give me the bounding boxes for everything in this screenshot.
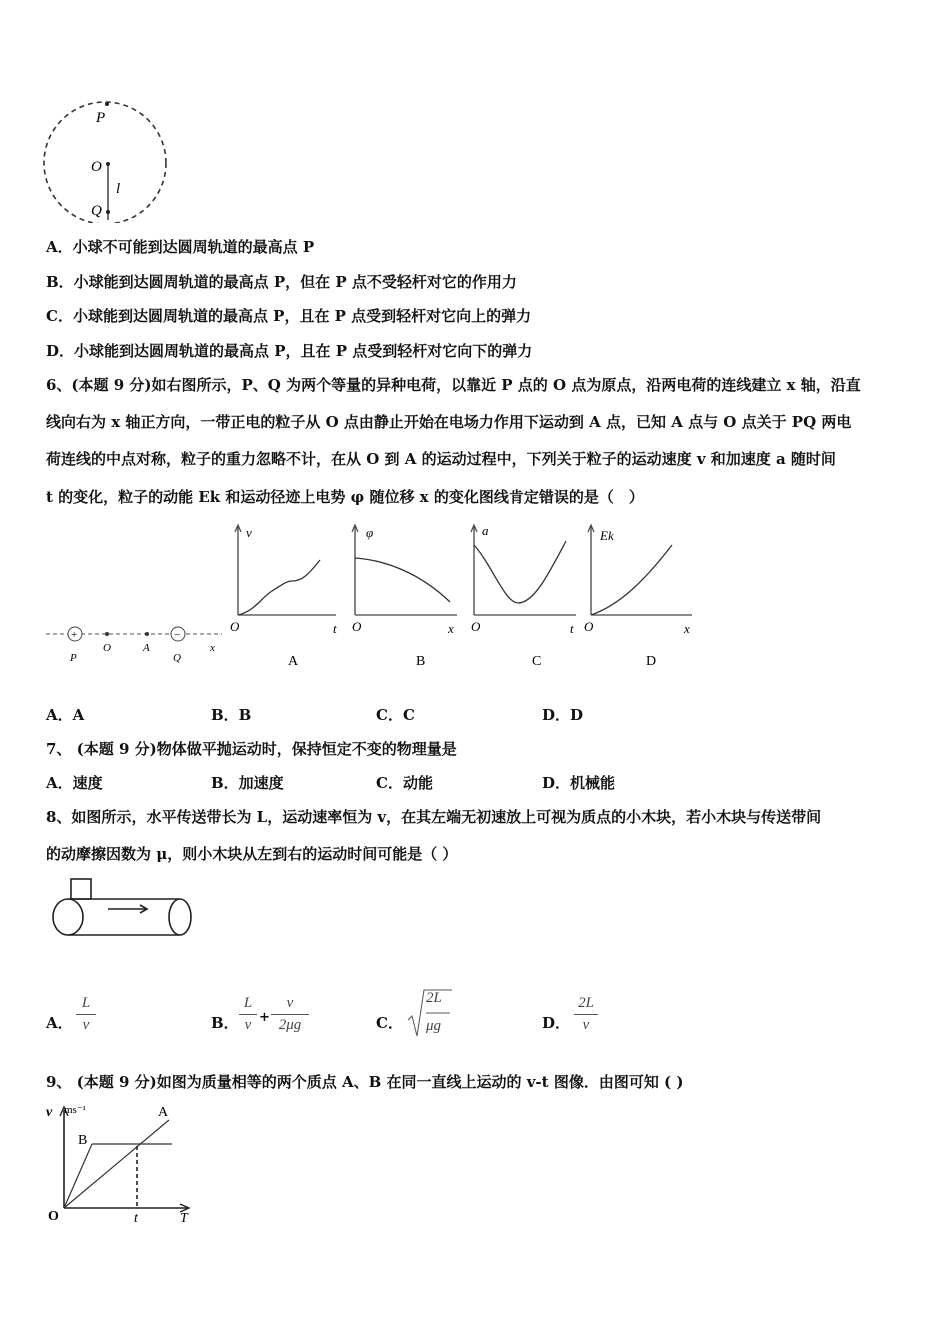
q6-figure bbox=[40, 515, 720, 675]
q7-option-d: D．机械能 bbox=[542, 774, 616, 792]
q8-conveyor-figure bbox=[46, 875, 198, 943]
svg-text:x: x bbox=[684, 621, 690, 636]
label-B: B bbox=[78, 1133, 88, 1148]
q6-option-d: D．D bbox=[542, 706, 584, 724]
svg-text:O: O bbox=[48, 1209, 59, 1224]
svg-text:t: t bbox=[134, 1211, 138, 1226]
svg-text:+: + bbox=[71, 629, 78, 641]
svg-text:t: t bbox=[333, 621, 337, 636]
q7-option-a: A．速度 bbox=[46, 774, 103, 792]
graph-b-caption: B bbox=[416, 654, 426, 669]
q5-option-b: B．小球能到达圆周轨道的最高点 P，但在 P 点不受轻杆对它的作用力 bbox=[46, 273, 517, 291]
svg-text:ms⁻¹: ms⁻¹ bbox=[64, 1104, 86, 1116]
q8-a-numerator: L bbox=[76, 995, 96, 1015]
graph-b bbox=[352, 525, 457, 669]
svg-text:−: − bbox=[174, 629, 181, 641]
label-P: P bbox=[96, 110, 106, 126]
svg-text:t: t bbox=[570, 621, 574, 636]
svg-text:v: v bbox=[46, 1105, 53, 1120]
svg-text:v: v bbox=[246, 525, 252, 540]
graph-c-curve bbox=[474, 541, 566, 603]
axis-label-A: A bbox=[143, 642, 150, 654]
q5-circle-figure bbox=[40, 98, 175, 223]
q8-stem-line-1: 8、如图所示，水平传送带长为 L，运动速率恒为 v，在其左端无初速放上可视为质点的小木块，若小木块与传送带间 bbox=[46, 808, 822, 826]
axis-label-O: O bbox=[103, 642, 111, 654]
graph-c bbox=[471, 523, 576, 669]
svg-text:a: a bbox=[482, 523, 489, 538]
q6-option-b: B．B bbox=[211, 706, 252, 724]
q8-a-denominator: v bbox=[82, 1017, 90, 1033]
q6-stem-line-2: 线向右为 x 轴正方向，一带正电的粒子从 O 点由静止开始在电场力作用下运动到 A 点，已知 A 点与 O 点关于 PQ 两电 bbox=[46, 413, 852, 431]
line-B bbox=[64, 1144, 92, 1208]
q7-stem: 7、 (本题 9 分)物体做平抛运动时，保持恒定不变的物理量是 bbox=[46, 740, 457, 758]
q6-stem-line-4: t 的变化，粒子的动能 Ek 和运动径迹上电势 φ 随位移 x 的变化图线肯定错误的是（ ） bbox=[46, 488, 644, 506]
q7-option-b: B．加速度 bbox=[211, 774, 284, 792]
q6-option-c: C．C bbox=[376, 706, 415, 724]
q9-stem: 9、 (本题 9 分)如图为质量相等的两个质点 A、B 在同一直线上运动的 v-t 图像．由图可知 ( ) bbox=[46, 1073, 684, 1091]
axis-label-x: x bbox=[210, 642, 215, 654]
svg-text:x: x bbox=[448, 621, 454, 636]
graph-a bbox=[230, 525, 337, 669]
graph-a-caption: A bbox=[288, 654, 299, 669]
svg-text:O: O bbox=[352, 619, 362, 634]
q7-option-c: C．动能 bbox=[376, 774, 433, 792]
q5-option-c: C．小球能到达圆周轨道的最高点 P，且在 P 点受到轻杆对它向上的弹力 bbox=[46, 307, 532, 325]
label-O: O bbox=[91, 159, 102, 175]
svg-text:T: T bbox=[180, 1211, 188, 1226]
graph-d-caption: D bbox=[646, 654, 657, 669]
q6-stem-line-1: 6、(本题 9 分)如右图所示，P、Q 为两个等量的异种电荷，以靠近 P 点的 O 点为原点，沿两电荷的连线建立 x 轴，沿直 bbox=[46, 376, 861, 394]
q9-vt-graph bbox=[44, 1098, 204, 1226]
axis-label-Q: Q bbox=[173, 652, 181, 664]
label-Q: Q bbox=[91, 203, 102, 219]
q5-option-d: D．小球能到达圆周轨道的最高点 P，且在 P 点受到轻杆对它向下的弹力 bbox=[46, 342, 533, 360]
svg-text:Ek: Ek bbox=[600, 528, 614, 543]
graph-c-caption: C bbox=[532, 654, 542, 669]
label-l: l bbox=[116, 181, 121, 197]
svg-text:O: O bbox=[584, 619, 594, 634]
graph-d bbox=[584, 525, 692, 669]
q6-stem-line-3: 荷连线的中点对称，粒子的重力忽略不计，在从 O 到 A 的运动过程中，下列关于粒子的运动速度 v 和加速度 a 随时间 bbox=[46, 450, 836, 468]
svg-text:φ: φ bbox=[366, 525, 374, 540]
svg-text:O: O bbox=[230, 619, 240, 634]
axis-label-P: P bbox=[70, 652, 77, 664]
q6-option-a: A．A bbox=[46, 706, 85, 724]
q8-stem-line-2: 的动摩擦因数为 μ，则小木块从左到右的运动时间可能是（ ） bbox=[46, 845, 458, 863]
svg-text:O: O bbox=[471, 619, 481, 634]
graph-b-curve bbox=[355, 558, 450, 602]
q8-option-b: B． L v + v 2μg bbox=[211, 995, 321, 1045]
graph-d-curve bbox=[591, 545, 672, 615]
q5-option-a: A．小球不可能到达圆周轨道的最高点 P bbox=[46, 238, 315, 256]
graph-a-curve bbox=[238, 560, 320, 615]
label-A: A bbox=[158, 1105, 169, 1120]
q8-option-c: C． 2L μg bbox=[376, 988, 466, 1044]
